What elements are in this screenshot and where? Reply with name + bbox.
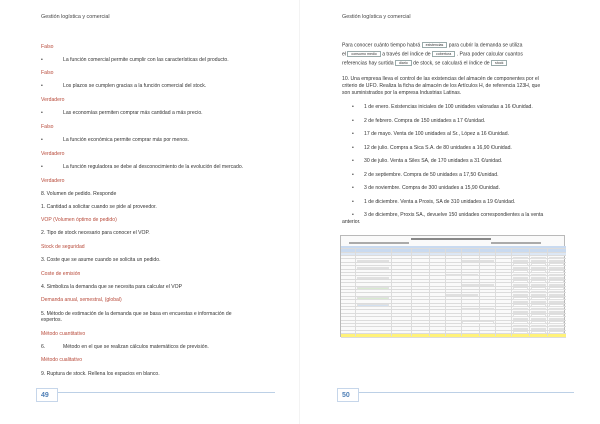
sheet-cell: [531, 260, 546, 263]
sheet-meta-bar: [491, 242, 541, 244]
answer-box: diario: [395, 60, 412, 66]
sheet-cell: [549, 297, 564, 300]
sheet-cell: [462, 284, 494, 287]
sheet-cell: [549, 304, 564, 307]
bullet-marker: •: [352, 117, 354, 124]
sheet-cell: [549, 308, 564, 311]
sheet-cell: [549, 328, 564, 331]
transaction-entry: 3 de noviembre. Compra de 300 unidades a 15,90 €/unidad.: [364, 185, 500, 191]
sheet-cell: [531, 301, 546, 304]
sheet-cell: [513, 287, 528, 290]
sheet-cell: [446, 294, 478, 297]
statement-text: Método en el que se realizan cálculos matemáticos de previsión.: [63, 344, 209, 350]
sheet-cell: [549, 294, 564, 297]
transaction-entry: 12 de julio. Compra a Sica S.A. de 80 unidades a 16,90 €/unidad.: [364, 144, 512, 151]
answer-text: Verdadero: [41, 97, 65, 103]
sheet-cell: [513, 325, 528, 328]
sheet-cell: [549, 321, 564, 324]
answer-box: stock: [491, 60, 507, 66]
transaction-entry: 3 de diciembre, Proxis SA., devuelve 150 unidades correspondientes a la venta: [364, 212, 544, 218]
bullet-marker: •: [352, 144, 354, 151]
answer-text: Falso: [41, 70, 54, 76]
sheet-cell: [549, 325, 564, 328]
bullet-marker: •: [41, 164, 43, 170]
sheet-cell: [462, 308, 494, 311]
footer-rule: [342, 392, 574, 393]
intro-line-3: referencias hay surtida diario de stock, se calculará el índice de stock: [342, 60, 507, 67]
sheet-grid-line: [429, 248, 430, 336]
question-10-line-1: 10. Una empresa lleva el control de las existencias del almacén de componentes por el: [342, 76, 539, 82]
stock-card-spreadsheet: [340, 235, 565, 337]
sheet-cell: [513, 267, 528, 270]
sheet-cell: [549, 280, 564, 283]
sheet-cell: [513, 274, 528, 277]
sheet-cell: [531, 325, 546, 328]
sheet-grid-line: [355, 248, 356, 336]
bullet-marker: •: [41, 83, 43, 89]
sheet-cell: [531, 321, 546, 324]
statement-text: 3. Coste que se asume cuando se solicita un pedido.: [41, 257, 161, 263]
transaction-entry: 2 de septiembre. Compra de 50 unidades a 17,50 €/unidad.: [364, 171, 499, 178]
bullet-marker: •: [352, 104, 354, 110]
sheet-cell: [513, 318, 528, 321]
sheet-cell: [531, 304, 546, 307]
statement-text: La función comercial permite cumplir con las características del producto.: [63, 57, 229, 63]
bullet-marker: •: [352, 185, 354, 191]
statement-text: 1. Cantidad a solicitar cuando se pide al proveedor.: [41, 204, 157, 210]
sheet-grid-line: [529, 248, 530, 336]
sheet-cell: [513, 297, 528, 300]
sheet-cell: [531, 328, 546, 331]
sheet-cell: [513, 311, 528, 314]
sheet-cell: [513, 270, 528, 273]
sheet-cell: [549, 274, 564, 277]
answer-text: Demanda anual, semestral, (global): [41, 297, 122, 303]
bullet-marker: •: [41, 137, 43, 143]
statement-text: expertos.: [41, 317, 62, 323]
sheet-cell: [513, 314, 528, 317]
answer-box: existencias: [422, 42, 448, 48]
bullet-marker: •: [352, 212, 354, 218]
sheet-cell: [549, 277, 564, 280]
sheet-cell: [549, 318, 564, 321]
statement-text: 8. Volumen de pedido. Responde: [41, 191, 117, 197]
sheet-cell: [531, 263, 546, 266]
sheet-cell: [357, 260, 389, 263]
bullet-marker: •: [352, 171, 354, 178]
statement-text: Las economías permiten comprar más cantidad a más precio.: [63, 110, 203, 116]
statement-text: 9. Ruptura de stock. Rellena los espacios en blanco.: [41, 371, 160, 377]
sheet-cell: [513, 260, 528, 263]
transaction-entry: 17 de mayo. Venta de 100 unidades al Sr., López a 16 €/unidad.: [364, 131, 509, 137]
sheet-cell: [357, 297, 389, 300]
sheet-cell: [531, 257, 546, 260]
answer-text: Falso: [41, 44, 54, 50]
transaction-entry: 30 de julio. Venta a Siles SA, de 170 unidades a 31 €/unidad.: [364, 158, 503, 164]
answer-text: Método cualitativo: [41, 357, 83, 363]
page-number: 50: [342, 392, 350, 399]
answer-text: Método cuantitativo: [41, 331, 86, 337]
sheet-cell: [357, 277, 389, 280]
transaction-entry-continued: anterior.: [342, 219, 361, 225]
sheet-cell: [531, 274, 546, 277]
sheet-cell: [513, 331, 528, 334]
page-body: [41, 44, 281, 384]
sheet-grid-line: [445, 248, 446, 336]
sheet-grid-line: [411, 248, 412, 336]
sheet-cell: [513, 284, 528, 287]
sheet-cell: [513, 294, 528, 297]
sheet-cell: [531, 331, 546, 334]
answer-text: VOP (Volumen óptimo de pedido): [41, 217, 117, 223]
bullet-marker: •: [41, 57, 43, 63]
sheet-grid-line: [495, 248, 496, 336]
answer-text: Coste de emisión: [41, 271, 81, 277]
answer-text: Falso: [41, 124, 54, 130]
sheet-meta-bar: [349, 242, 409, 244]
right-page: [300, 0, 600, 424]
sheet-grid-line: [547, 248, 548, 336]
bullet-marker: •: [352, 158, 354, 164]
sheet-cell: [357, 287, 389, 290]
sheet-cell: [462, 260, 494, 263]
sheet-cell: [531, 297, 546, 300]
sheet-cell: [549, 263, 564, 266]
statement-text: Los plazos se cumplen gracias a la función comercial del stock.: [63, 83, 207, 89]
sheet-cell: [513, 304, 528, 307]
page-number: 49: [41, 392, 49, 399]
sheet-cell: [531, 308, 546, 311]
sheet-row: [341, 334, 566, 337]
sheet-cell: [513, 263, 528, 266]
sheet-cell: [531, 267, 546, 270]
sheet-cell: [549, 257, 564, 260]
statement-text: 4. Simboliza la demanda que se necesita para calcular el VOP: [41, 284, 183, 290]
statement-text: 6.: [41, 344, 46, 350]
sheet-cell: [549, 270, 564, 273]
sheet-cell: [531, 294, 546, 297]
transaction-entry: 1 de enero. Existencias iniciales de 100 unidades valoradas a 16 €/unidad.: [364, 104, 533, 110]
page-body: [342, 42, 570, 242]
question-10-line-3: son suministrados por la empresa Industrias Latinas.: [342, 90, 462, 96]
statement-text: La función reguladora se debe al desconocimiento de la evolución del mercado.: [63, 164, 244, 170]
bullet-marker: •: [41, 110, 43, 116]
sheet-cell: [513, 277, 528, 280]
sheet-cell: [531, 270, 546, 273]
sheet-cell: [549, 301, 564, 304]
sheet-cell: [513, 308, 528, 311]
statement-text: La función económica permite comprar más por menos.: [63, 137, 189, 143]
page-header: Gestión logística y comercial: [342, 14, 411, 20]
sheet-cell: [549, 314, 564, 317]
sheet-cell: [549, 311, 564, 314]
question-10-line-2: criterio de UFO. Realiza la ficha de almacén de los Artículos H, de referencia 123H, que: [342, 83, 541, 89]
page-header: Gestión logística y comercial: [41, 14, 110, 20]
sheet-grid-line: [511, 248, 512, 336]
sheet-cell: [549, 287, 564, 290]
sheet-cell: [549, 331, 564, 334]
sheet-cell: [531, 311, 546, 314]
sheet-cell: [513, 291, 528, 294]
answer-text: Verdadero: [41, 151, 65, 157]
intro-line-2: el consumo medio a través del índice de cobertura . Para poder calcular cuantos: [342, 51, 523, 58]
transaction-entry: 2 de febrero. Compra de 150 unidades a 17 €/unidad.: [364, 117, 486, 124]
intro-line-1: Para conocer cuánto tiempo habrá existencias para cubrir la demanda se utiliza: [342, 42, 523, 49]
sheet-title-bar: [411, 238, 491, 240]
sheet-grid-line: [391, 248, 392, 336]
sheet-cell: [531, 291, 546, 294]
sheet-cell: [549, 291, 564, 294]
bullet-marker: •: [352, 198, 354, 205]
sheet-cell: [462, 321, 494, 324]
sheet-cell: [513, 328, 528, 331]
transaction-entry: 1 de diciembre. Venta a Proxis, SA de 310 unidades a 19 €/unidad.: [364, 198, 516, 205]
answer-box: cobertura: [432, 51, 455, 57]
sheet-cell: [513, 257, 528, 260]
bullet-marker: •: [352, 131, 354, 137]
answer-text: Stock de seguridad: [41, 244, 85, 250]
sheet-cell: [531, 314, 546, 317]
sheet-cell: [531, 318, 546, 321]
sheet-cell: [513, 321, 528, 324]
statement-text: 2. Tipo de stock necesario para conocer el VOP.: [41, 230, 150, 236]
sheet-cell: [357, 304, 389, 307]
footer-rule: [41, 392, 275, 393]
sheet-cell: [531, 277, 546, 280]
sheet-cell: [549, 267, 564, 270]
sheet-cell: [446, 274, 478, 277]
sheet-cell: [549, 260, 564, 263]
sheet-cell: [531, 287, 546, 290]
sheet-cell: [513, 301, 528, 304]
statement-text: 5. Método de estimación de la demanda que se basa en encuestas e información de: [41, 311, 232, 317]
answer-box: consumo medio: [347, 51, 380, 57]
sheet-cell: [531, 280, 546, 283]
sheet-cell: [513, 280, 528, 283]
answer-text: Verdadero: [41, 178, 65, 184]
sheet-cell: [531, 284, 546, 287]
sheet-cell: [357, 267, 389, 270]
sheet-cell: [549, 284, 564, 287]
